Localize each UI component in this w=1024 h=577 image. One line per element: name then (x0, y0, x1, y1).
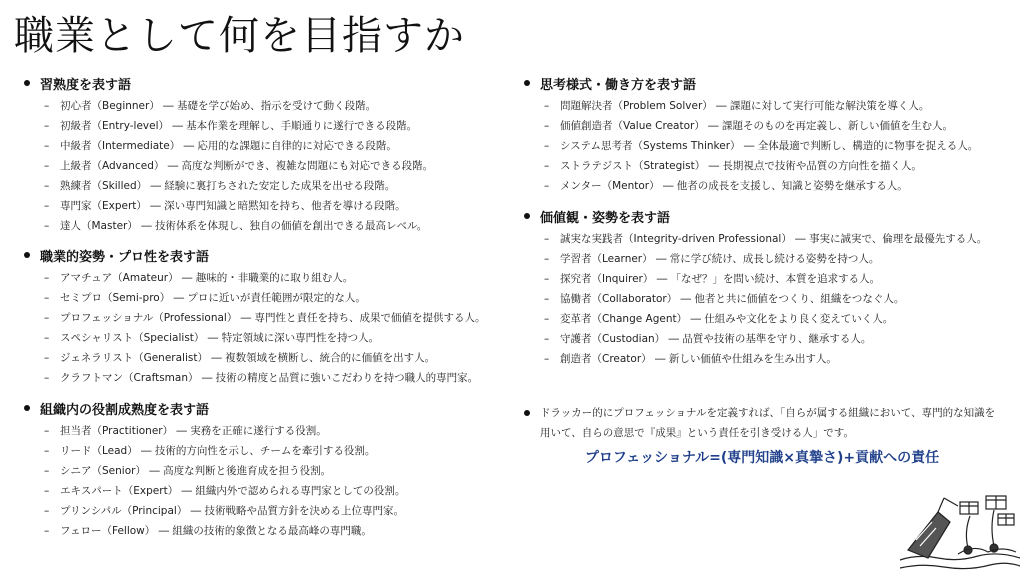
list-item (544, 96, 978, 116)
list-item (44, 136, 433, 156)
dash-marker: – (44, 180, 50, 192)
section-heading: 思考様式・働き方を表す語 (540, 77, 697, 93)
list-item (44, 348, 486, 368)
list-item-text: 熟練者（Skilled） ― 経験に裏打ちされた安定した成果を出せる段階。 (60, 180, 396, 192)
list-item (544, 229, 987, 249)
list-item (44, 196, 433, 216)
list-item-text: アマチュア（Amateur） ― 趣味的・非職業的に取り組む人。 (60, 272, 354, 284)
section-heading: 職業的姿勢・プロ性を表す語 (40, 249, 210, 265)
list-item-text: 変革者（Change Agent） ― 仕組みや文化をより良く変えていく人。 (560, 313, 894, 325)
section-heading: 習熟度を表す語 (40, 77, 132, 93)
list-item-text: リード（Lead） ― 技術的方向性を示し、チームを牽引する役割。 (60, 445, 376, 457)
dash-marker: – (44, 445, 50, 457)
list-item-text: 専門家（Expert） ― 深い専門知識と暗黙知を持ち、他者を導ける段階。 (60, 200, 406, 212)
list-item (44, 328, 486, 348)
list-item (544, 136, 978, 156)
list-item (44, 521, 405, 541)
list-item-text: 協働者（Collaborator） ― 他者と共に価値をつくり、組織をつなぐ人。 (560, 293, 905, 305)
list-item-text: メンター（Mentor） ― 他者の成長を支援し、知識と姿勢を継承する人。 (560, 180, 908, 192)
list-item (544, 156, 978, 176)
section-role-maturity (24, 399, 405, 541)
list-item-text: スペシャリスト（Specialist） ― 特定領域に深い専門性を持つ人。 (60, 332, 380, 344)
list-item (44, 176, 433, 196)
list-item (544, 349, 987, 369)
list-item-text: プロフェッショナル（Professional） ― 専門性と責任を持ち、成果で価値を提供する人。 (60, 312, 486, 324)
list-item-text: 初級者（Entry-level） ― 基本作業を理解し、手順通りに遂行できる段階。 (60, 120, 418, 132)
dash-marker: – (544, 233, 550, 245)
list-item (44, 156, 433, 176)
list-item-text: 探究者（Inquirer） ― 「なぜ？」を問い続け、本質を追求する人。 (560, 273, 881, 285)
list-item-text: ストラテジスト（Strategist） ― 長期視点で技術や品質の方向性を描く人。 (560, 160, 922, 172)
list-item-text: 中級者（Intermediate） ― 応用的な課題に自律的に対応できる段階。 (60, 140, 397, 152)
dash-marker: – (44, 505, 50, 517)
list-item-text: 誠実な実践者（Integrity-driven Professional） ― 事実に誠実で、倫理を最優先する人。 (560, 233, 988, 245)
dash-marker: – (544, 313, 550, 325)
list-item (44, 288, 486, 308)
dash-marker: – (44, 465, 50, 477)
section-professionalism (24, 246, 486, 388)
dash-marker: – (44, 352, 50, 364)
list-item-text: システム思考者（Systems Thinker） ― 全体最適で判断し、構造的に物事を捉える人。 (560, 140, 979, 152)
dash-marker: – (544, 160, 550, 172)
dash-marker: – (544, 180, 550, 192)
dash-marker: – (44, 220, 50, 232)
section-values (524, 207, 987, 369)
professional-formula: プロフェッショナル=(専門知識×真摯さ)+貢献への責任 (584, 450, 940, 466)
list-item-text: 守護者（Custodian） ― 品質や技術の基準を守り、継承する人。 (560, 333, 872, 345)
list-item (44, 501, 405, 521)
dash-marker: – (544, 253, 550, 265)
list-item (44, 368, 486, 388)
bullet-icon (24, 252, 30, 258)
list-item-text: フェロー（Fellow） ― 組織の技術的象徴となる最高峰の専門職。 (60, 525, 372, 537)
list-item (44, 268, 486, 288)
item-list (524, 96, 978, 196)
item-list (24, 96, 433, 236)
list-item (544, 116, 978, 136)
dash-marker: – (544, 293, 550, 305)
dash-marker: – (44, 292, 50, 304)
drucker-note (524, 403, 1000, 443)
list-item-text: 学習者（Learner） ― 常に学び続け、成長し続ける姿勢を持つ人。 (560, 253, 880, 265)
bullet-icon (524, 410, 530, 416)
dash-marker: – (44, 312, 50, 324)
dash-marker: – (44, 425, 50, 437)
dash-marker: – (44, 120, 50, 132)
bullet-icon (24, 80, 30, 86)
list-item-text: クラフトマン（Craftsman） ― 技術の精度と品質に強いこだわりを持つ職人的専門家。 (60, 372, 479, 384)
dash-marker: – (44, 525, 50, 537)
dash-marker: – (44, 140, 50, 152)
ship-and-treasure-chest-illustration-icon (898, 488, 1022, 574)
list-item-text: 上級者（Advanced） ― 高度な判断ができ、複雑な問題にも対応できる段階。 (60, 160, 434, 172)
dash-marker: – (44, 272, 50, 284)
list-item (44, 461, 405, 481)
item-list (24, 268, 486, 388)
dash-marker: – (44, 100, 50, 112)
bullet-icon (524, 80, 530, 86)
list-item-text: プリンシパル（Principal） ― 技術戦略や品質方針を決める上位専門家。 (60, 505, 404, 517)
list-item-text: 達人（Master） ― 技術体系を体現し、独自の価値を創出できる最高レベル。 (60, 220, 428, 232)
list-item-text: 担当者（Practitioner） ― 実務を正確に遂行する役割。 (60, 425, 327, 437)
dash-marker: – (44, 372, 50, 384)
dash-marker: – (544, 140, 550, 152)
list-item-text: シニア（Senior） ― 高度な判断と後進育成を担う役割。 (60, 465, 332, 477)
dash-marker: – (44, 160, 50, 172)
item-list (524, 229, 987, 369)
section-heading: 組織内の役割成熟度を表す語 (40, 402, 210, 418)
list-item (44, 116, 433, 136)
section-heading: 価値観・姿勢を表す語 (540, 210, 671, 226)
list-item (44, 216, 433, 236)
list-item-text: ジェネラリスト（Generalist） ― 複数領域を横断し、統合的に価値を出す人。 (60, 352, 436, 364)
dash-marker: – (544, 100, 550, 112)
list-item (544, 269, 987, 289)
page-title: 職業として何を目指すか (14, 13, 465, 59)
section-thinking-style (524, 74, 978, 196)
bullet-icon (24, 405, 30, 411)
bullet-icon (524, 213, 530, 219)
list-item (44, 308, 486, 328)
dash-marker: – (544, 333, 550, 345)
dash-marker: – (544, 353, 550, 365)
dash-marker: – (44, 200, 50, 212)
list-item (544, 329, 987, 349)
section-proficiency (24, 74, 433, 236)
dash-marker: – (44, 332, 50, 344)
list-item (44, 481, 405, 501)
list-item-text: 問題解決者（Problem Solver） ― 課題に対して実行可能な解決策を導く人。 (560, 100, 930, 112)
item-list (24, 421, 405, 541)
dash-marker: – (544, 273, 550, 285)
list-item-text: 価値創造者（Value Creator） ― 課題そのものを再定義し、新しい価値を生む人。 (560, 120, 954, 132)
dash-marker: – (544, 120, 550, 132)
list-item-text: エキスパート（Expert） ― 組織内外で認められる専門家としての役割。 (60, 485, 406, 497)
list-item (544, 249, 987, 269)
note-text: ドラッカー的にプロフェッショナルを定義すれば、「自らが属する組織において、専門的な知識を用いて、自らの意思で『成果』という責任を引き受ける人」です。 (540, 407, 996, 439)
list-item (44, 441, 405, 461)
list-item (544, 176, 978, 196)
dash-marker: – (44, 485, 50, 497)
list-item-text: 初心者（Beginner） ― 基礎を学び始め、指示を受けて動く段階。 (60, 100, 377, 112)
list-item (44, 96, 433, 116)
list-item-text: 創造者（Creator） ― 新しい価値や仕組みを生み出す人。 (560, 353, 837, 365)
list-item-text: セミプロ（Semi-pro） ― プロに近いが責任範囲が限定的な人。 (60, 292, 366, 304)
list-item (544, 309, 987, 329)
list-item (44, 421, 405, 441)
list-item (544, 289, 987, 309)
